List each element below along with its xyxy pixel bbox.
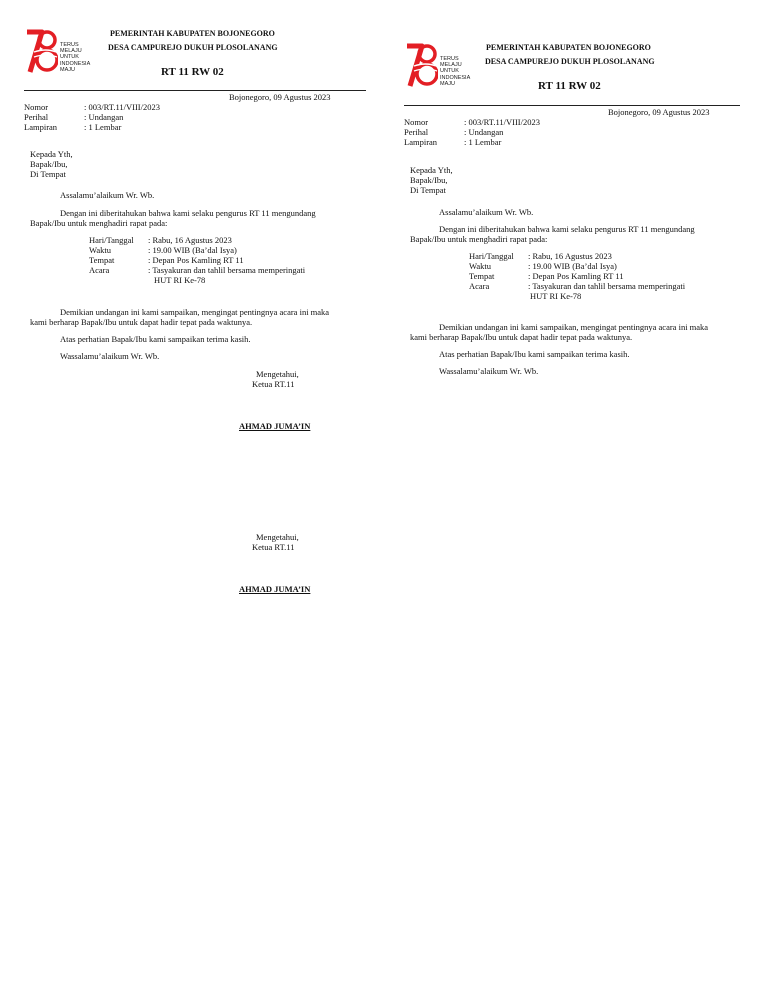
- signature-name-repeat: AHMAD JUMA’IN: [239, 584, 311, 594]
- slogan-line: TERUS: [440, 56, 459, 62]
- greeting: Assalamu’alaikum Wr. Wb.: [439, 207, 534, 217]
- slogan-line: MELAJU: [440, 62, 462, 69]
- nomor-value: : 003/RT.11/VIII/2023: [464, 117, 540, 127]
- acara-label: Acara: [469, 281, 490, 291]
- date-line: Bojonegoro, 09 Agustus 2023: [608, 107, 710, 117]
- waktu-label: Waktu: [469, 261, 491, 271]
- nomor-value: : 003/RT.11/VIII/2023: [84, 102, 160, 112]
- invitation-letter-right: [404, 36, 764, 656]
- thanks-line: Atas perhatian Bapak/Ibu kami sampaikan terima kasih.: [439, 349, 630, 359]
- farewell-line: Wassalamu’alaikum Wr. Wb.: [60, 351, 160, 361]
- acara-value: : Tasyakuran dan tahlil bersama memperingati: [148, 265, 306, 275]
- slogan-line: TERUS: [60, 42, 79, 48]
- waktu-value: : 19.00 WIB (Ba’dal Isya): [148, 245, 237, 255]
- logo-78: [24, 22, 100, 82]
- recipient-line: Kepada Yth,: [410, 165, 453, 175]
- slogan-line: MELAJU: [60, 48, 82, 55]
- lampiran-label: Lampiran: [24, 122, 58, 132]
- nomor-label: Nomor: [24, 102, 49, 112]
- signature-mengetahui-repeat: Mengetahui,: [256, 532, 299, 542]
- perihal-label: Perihal: [24, 112, 49, 122]
- closing-line: kami berharap Bapak/Ibu untuk dapat hadir tepat pada waktunya.: [410, 332, 633, 342]
- perihal-value: : Undangan: [84, 112, 124, 122]
- perihal-value: : Undangan: [464, 127, 504, 137]
- header-rt-rw: RT 11 RW 02: [538, 80, 601, 92]
- hari-value: : Rabu, 16 Agustus 2023: [148, 235, 232, 245]
- tempat-value: : Depan Pos Kamling RT 11: [528, 271, 624, 281]
- logo-slogan: [440, 56, 470, 87]
- acara-label: Acara: [89, 265, 110, 275]
- slogan-line: MAJU: [60, 66, 75, 73]
- waktu-label: Waktu: [89, 245, 111, 255]
- header-rt-rw: RT 11 RW 02: [161, 66, 224, 78]
- closing-line: Demikian undangan ini kami sampaikan, mengingat pentingnya acara ini maka: [439, 322, 709, 332]
- logo-slogan: [60, 42, 90, 73]
- slogan-line: MAJU: [440, 80, 455, 87]
- header-government: PEMERINTAH KABUPATEN BOJONEGORO: [486, 43, 651, 52]
- lampiran-value: : 1 Lembar: [464, 137, 502, 147]
- slogan-line: UNTUK: [60, 54, 79, 61]
- acara-value-2: HUT RI Ke-78: [154, 275, 206, 285]
- recipient-line: Bapak/Ibu,: [410, 175, 448, 185]
- perihal-label: Perihal: [404, 127, 429, 137]
- logo-78-icon: [24, 22, 58, 82]
- waktu-value: : 19.00 WIB (Ba’dal Isya): [528, 261, 617, 271]
- signature-name: AHMAD JUMA’IN: [239, 421, 311, 431]
- acara-value: : Tasyakuran dan tahlil bersama memperingati: [528, 281, 686, 291]
- hari-value: : Rabu, 16 Agustus 2023: [528, 251, 612, 261]
- logo-78: [404, 36, 480, 96]
- closing-line: Demikian undangan ini kami sampaikan, mengingat pentingnya acara ini maka: [60, 307, 330, 317]
- intro-line: Dengan ini diberitahukan bahwa kami selaku pengurus RT 11 mengundang: [439, 224, 695, 234]
- recipient-line: Bapak/Ibu,: [30, 159, 68, 169]
- header-divider: [24, 90, 366, 91]
- intro-line: Bapak/Ibu untuk menghadiri rapat pada:: [410, 234, 548, 244]
- signature-mengetahui: Mengetahui,: [256, 369, 299, 379]
- header-village: DESA CAMPUREJO DUKUH PLOSOLANANG: [485, 57, 655, 66]
- acara-value-2: HUT RI Ke-78: [530, 291, 582, 301]
- recipient-line: Di Tempat: [410, 185, 446, 195]
- slogan-line: INDONESIA: [60, 60, 91, 67]
- tempat-label: Tempat: [89, 255, 115, 265]
- intro-line: Dengan ini diberitahukan bahwa kami selaku pengurus RT 11 mengundang: [60, 208, 316, 218]
- nomor-label: Nomor: [404, 117, 429, 127]
- farewell-line: Wassalamu’alaikum Wr. Wb.: [439, 366, 539, 376]
- date-line: Bojonegoro, 09 Agustus 2023: [229, 92, 331, 102]
- thanks-line: Atas perhatian Bapak/Ibu kami sampaikan terima kasih.: [60, 334, 251, 344]
- slogan-line: INDONESIA: [440, 74, 471, 81]
- logo-78-icon: [404, 36, 438, 96]
- hari-label: Hari/Tanggal: [89, 235, 134, 245]
- slogan-line: UNTUK: [440, 68, 459, 75]
- invitation-letter-left: [24, 22, 384, 642]
- greeting: Assalamu’alaikum Wr. Wb.: [60, 190, 155, 200]
- signature-role: Ketua RT.11: [252, 379, 295, 389]
- signature-role-repeat: Ketua RT.11: [252, 542, 295, 552]
- tempat-label: Tempat: [469, 271, 495, 281]
- closing-line: kami berharap Bapak/Ibu untuk dapat hadir tepat pada waktunya.: [30, 317, 253, 327]
- hari-label: Hari/Tanggal: [469, 251, 514, 261]
- lampiran-label: Lampiran: [404, 137, 438, 147]
- recipient-line: Kepada Yth,: [30, 149, 73, 159]
- tempat-value: : Depan Pos Kamling RT 11: [148, 255, 244, 265]
- lampiran-value: : 1 Lembar: [84, 122, 122, 132]
- intro-line: Bapak/Ibu untuk menghadiri rapat pada:: [30, 218, 168, 228]
- header-divider: [404, 105, 740, 106]
- header-village: DESA CAMPUREJO DUKUH PLOSOLANANG: [108, 43, 278, 52]
- recipient-line: Di Tempat: [30, 169, 66, 179]
- header-government: PEMERINTAH KABUPATEN BOJONEGORO: [110, 29, 275, 38]
